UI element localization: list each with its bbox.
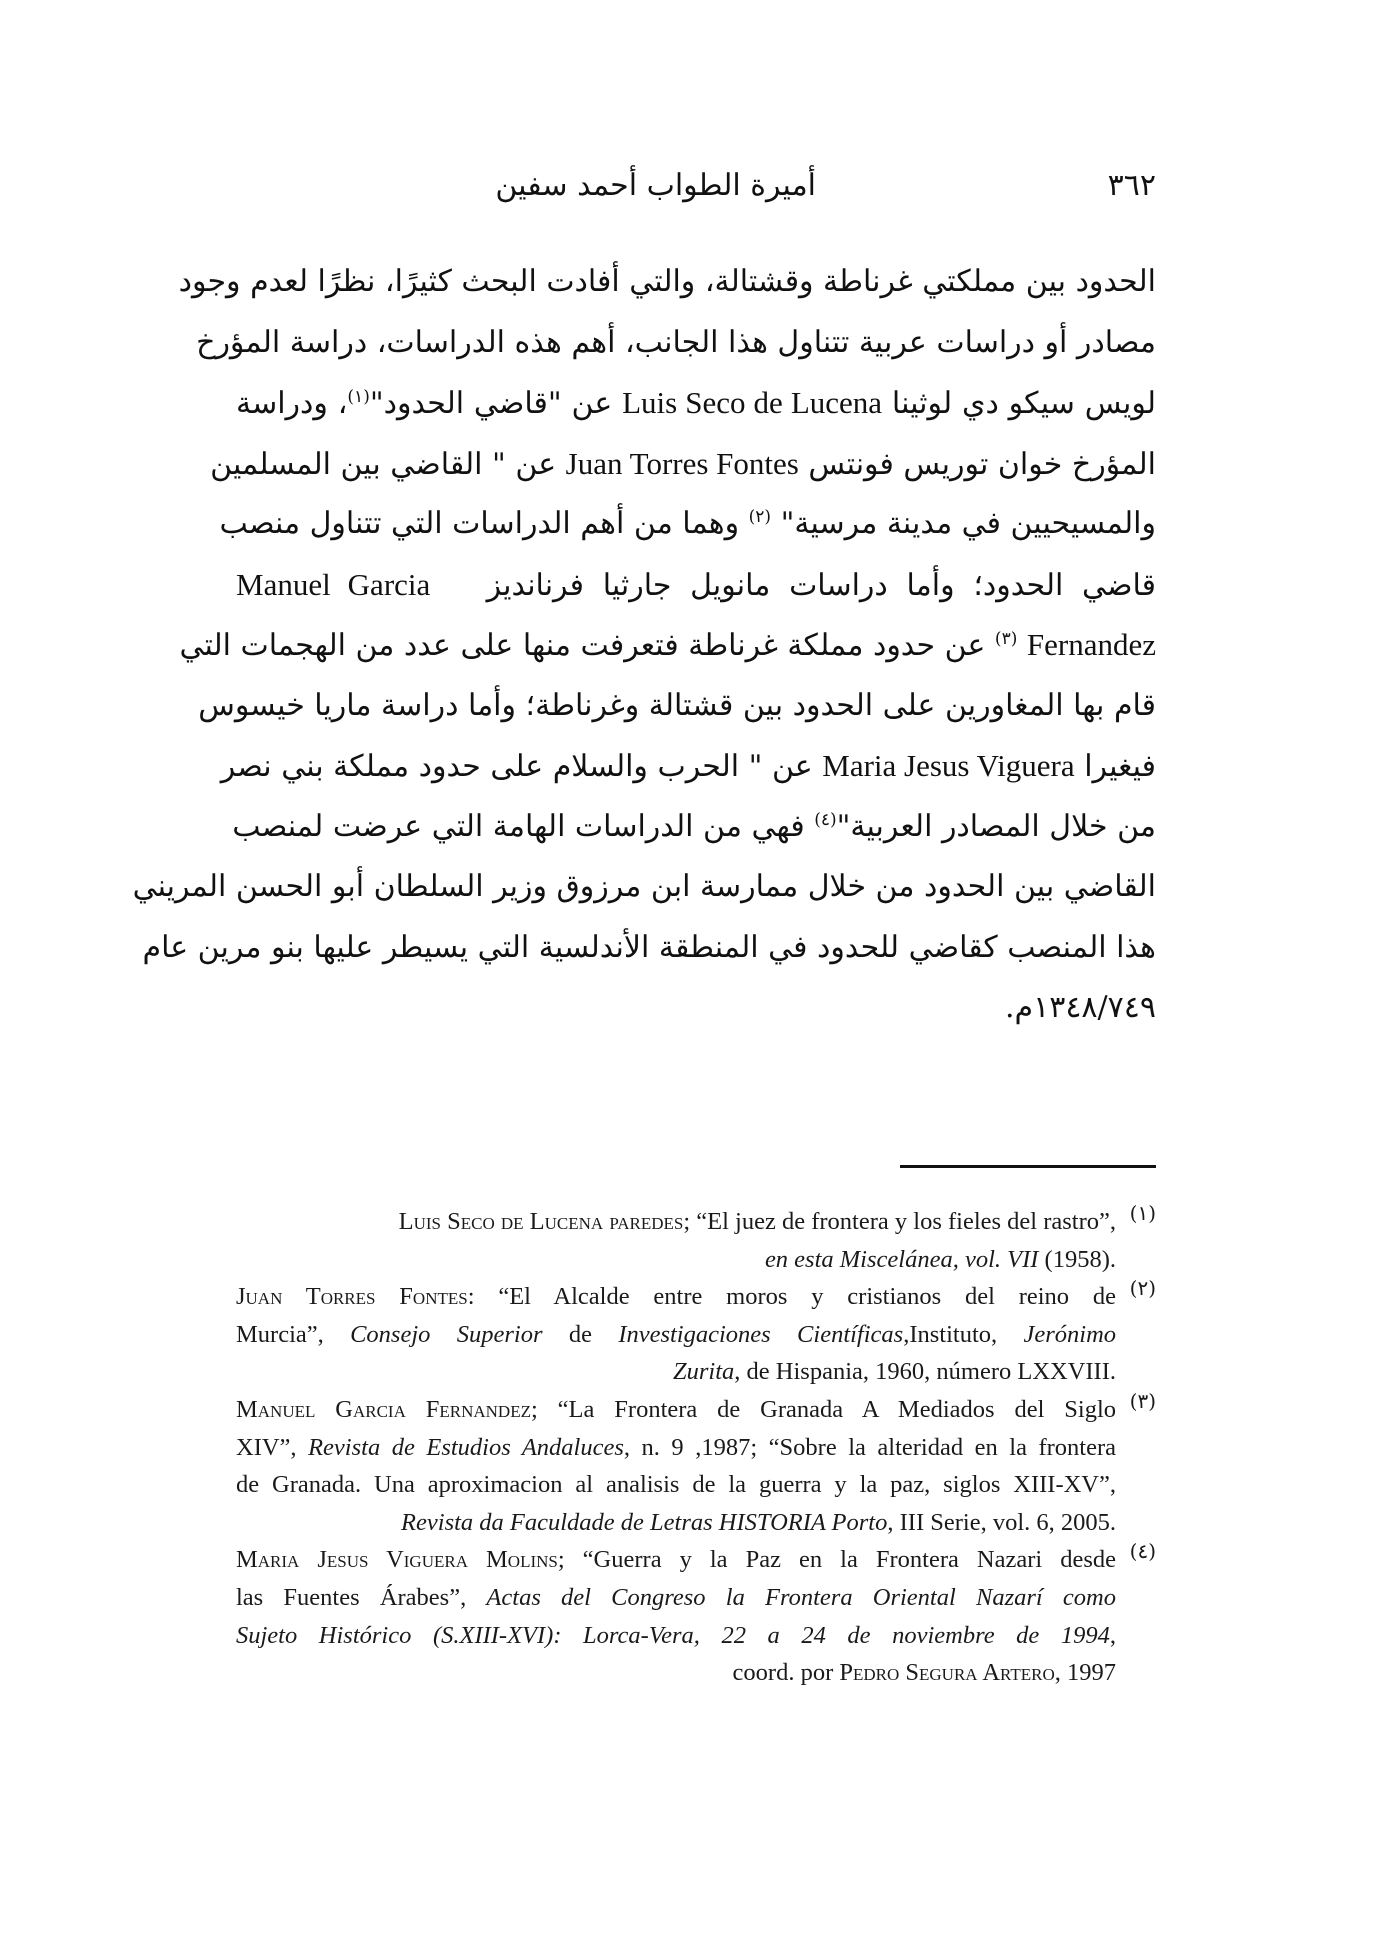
footnote-1: [236, 1203, 1156, 1278]
footnote-mark: (٤): [1129, 1539, 1156, 1564]
footnote-line: [236, 1203, 1116, 1241]
footnote-ref-3[interactable]: (٣): [994, 629, 1018, 649]
body-line-4: [210, 434, 1156, 495]
text-fragment: فهي من الدراسات الهامة التي عرضت لمنصب: [232, 808, 805, 844]
footnote-author: Luis Seco de Lucena paredes: [398, 1208, 684, 1235]
footnote-author: Maria Jesus Viguera Molins: [236, 1546, 558, 1574]
footnote-line: [236, 1316, 1116, 1354]
footnote-italic: Consejo Superior: [350, 1320, 543, 1348]
footnote-text: ; “Guerra y la Paz en la Frontera Nazari desde: [557, 1546, 1116, 1574]
body-line-11: القاضي بين الحدود من خلال ممارسة ابن مرزوق وزير السلطان أبو الحسن المريني: [132, 869, 1156, 904]
body-line-2: مصادر أو دراسات عربية تتناول هذا الجانب، أهم هذه الدراسات، دراسة المؤرخ: [196, 324, 1156, 360]
footnote-line: [236, 1353, 1116, 1391]
body-line-6: [236, 555, 1156, 616]
footnote-line: [236, 1391, 1116, 1429]
footnote-text: ; “La Frontera de Granada A Mediados del Siglo: [530, 1395, 1116, 1423]
body-line-7: [179, 615, 1156, 676]
body-line-13: ١٣٤٨/٧٤٩م.: [1004, 990, 1156, 1025]
footnote-line: de Granada. Una aproximacion al analisis de la guerra y la paz, siglos XIII-XV”,: [236, 1471, 1116, 1499]
footnote-italic: Jerónimo: [1023, 1320, 1117, 1348]
text-fragment: المؤرخ خوان توريس فونتس: [808, 446, 1156, 482]
footnote-ref-4[interactable]: (٤): [814, 809, 837, 830]
footnote-text: ,: [1109, 1621, 1116, 1649]
text-fragment: وهما من أهم الدراسات التي تتناول منصب: [219, 506, 740, 541]
footnote-text: , 1997: [1054, 1659, 1116, 1687]
text-fragment: عن " القاضي بين المسلمين: [210, 446, 557, 482]
footnote-italic: Actas del Congreso la Frontera Oriental Nazarí como: [486, 1583, 1116, 1611]
body-line-9: [220, 736, 1156, 797]
footnote-line: [236, 1617, 1116, 1655]
footnote-text: XIV”,: [236, 1433, 309, 1461]
footnote-mark: (٣): [1129, 1388, 1156, 1413]
footnote-author: Pedro Segura Artero: [839, 1659, 1055, 1687]
text-fragment: والمسيحيين في مدينة مرسية": [780, 506, 1156, 541]
main-text: [132, 252, 1157, 1039]
body-line-10: [232, 797, 1156, 858]
text-fragment: من خلال المصادر العربية": [836, 808, 1156, 844]
latin-name: Juan Torres Fontes: [565, 445, 799, 481]
footnote-text: de: [542, 1320, 619, 1348]
latin-name: Fernandez: [1026, 627, 1156, 662]
footnote-line: [236, 1541, 1116, 1579]
footnote-mark: (٢): [1129, 1276, 1156, 1301]
footnote-text: ,Instituto,: [903, 1320, 1024, 1348]
text-fragment: عن حدود مملكة غرناطة فتعرفت منها على عدد من الهجمات التي: [179, 628, 986, 663]
text-fragment: فيغيرا: [1084, 749, 1156, 784]
text-fragment: ، ودراسة: [236, 386, 348, 421]
footnote-2: [236, 1278, 1156, 1391]
page-header: [236, 168, 1156, 216]
footnote-3: [236, 1388, 1156, 1541]
body-line-1: الحدود بين مملكتي غرناطة وقشتالة، والتي أفادت البحث كثيرًا، نظرًا لعدم وجود: [178, 264, 1156, 299]
footnote-text: , n. 9 ,1987; “Sobre la alteridad en la frontera: [623, 1433, 1117, 1461]
footnote-italic: Revista de Estudios Andaluces: [308, 1433, 624, 1461]
body-line-12: هذا المنصب كقاضي للحدود في المنطقة الأندلسية التي يسيطر عليها بنو مرين عام: [142, 929, 1156, 965]
footnote-text: las Fuentes Árabes”,: [236, 1583, 487, 1611]
footnote-italic: Investigaciones Científicas: [618, 1320, 904, 1348]
latin-name: Maria Jesus Viguera: [822, 748, 1075, 783]
footnote-text: coord. por: [732, 1659, 840, 1687]
footnote-text: , de Hispania, 1960, número LXXVIII.: [734, 1358, 1116, 1386]
footnote-ref-1[interactable]: (١): [347, 387, 370, 407]
body-line-8: قام بها المغاورين على الحدود بين قشتالة وغرناطة؛ وأما دراسة ماريا خيسوس: [198, 687, 1156, 723]
footnote-author: Manuel Garcia Fernandez: [236, 1395, 531, 1423]
footnote-line: [236, 1579, 1116, 1617]
footnote-italic: Sujeto Histórico (S.XIII-XVI): Lorca-Vera, 22 a 24 de noviembre de 1994: [236, 1621, 1110, 1649]
text-fragment: قاضي الحدود؛ وأما دراسات مانويل جارثيا فرنانديز: [486, 567, 1157, 603]
footnote-4: [236, 1541, 1156, 1691]
text-fragment: عن " الحرب والسلام على حدود مملكة بني نصر: [220, 749, 813, 784]
body-line-3: [236, 373, 1156, 434]
footnote-line: [236, 1278, 1116, 1316]
footnote-line: [236, 1241, 1116, 1279]
running-title: أميرة الطواب أحمد سفين: [495, 168, 816, 203]
footnote-italic: Revista da Faculdade de Letras HISTORIA Porto: [401, 1508, 888, 1536]
latin-name: Manuel Garcia: [236, 566, 431, 602]
footnote-line: [236, 1429, 1116, 1467]
latin-name: Luis Seco de Lucena: [622, 385, 883, 420]
footnote-line: [236, 1654, 1116, 1692]
footnote-author: Juan Torres Fontes: [236, 1283, 468, 1311]
footnote-text: (1958).: [1038, 1245, 1116, 1273]
footnotes: [236, 1203, 1156, 1692]
footnote-text: ; “El juez de frontera y los fieles del rastro”,: [683, 1208, 1116, 1235]
footnote-italic: en esta Miscelánea, vol. VII: [764, 1245, 1039, 1273]
footnote-italic: Zurita: [673, 1358, 735, 1386]
footnote-text: , III Serie, vol. 6, 2005.: [887, 1508, 1116, 1536]
footnote-ref-2[interactable]: (٢): [748, 507, 772, 527]
footnote-line: [236, 1504, 1116, 1542]
footnote-mark: (١): [1129, 1201, 1156, 1225]
text-fragment: لويس سيكو دي لوثينا: [891, 386, 1156, 421]
body-line-5: [219, 494, 1156, 555]
footnote-divider: [900, 1165, 1156, 1168]
page-number: ٣٦٢: [1107, 168, 1156, 203]
footnote-text: Murcia”,: [236, 1320, 351, 1348]
footnote-text: : “El Alcalde entre moros y cristianos del reino de: [467, 1283, 1116, 1311]
text-fragment: عن "قاضي الحدود": [369, 386, 613, 421]
